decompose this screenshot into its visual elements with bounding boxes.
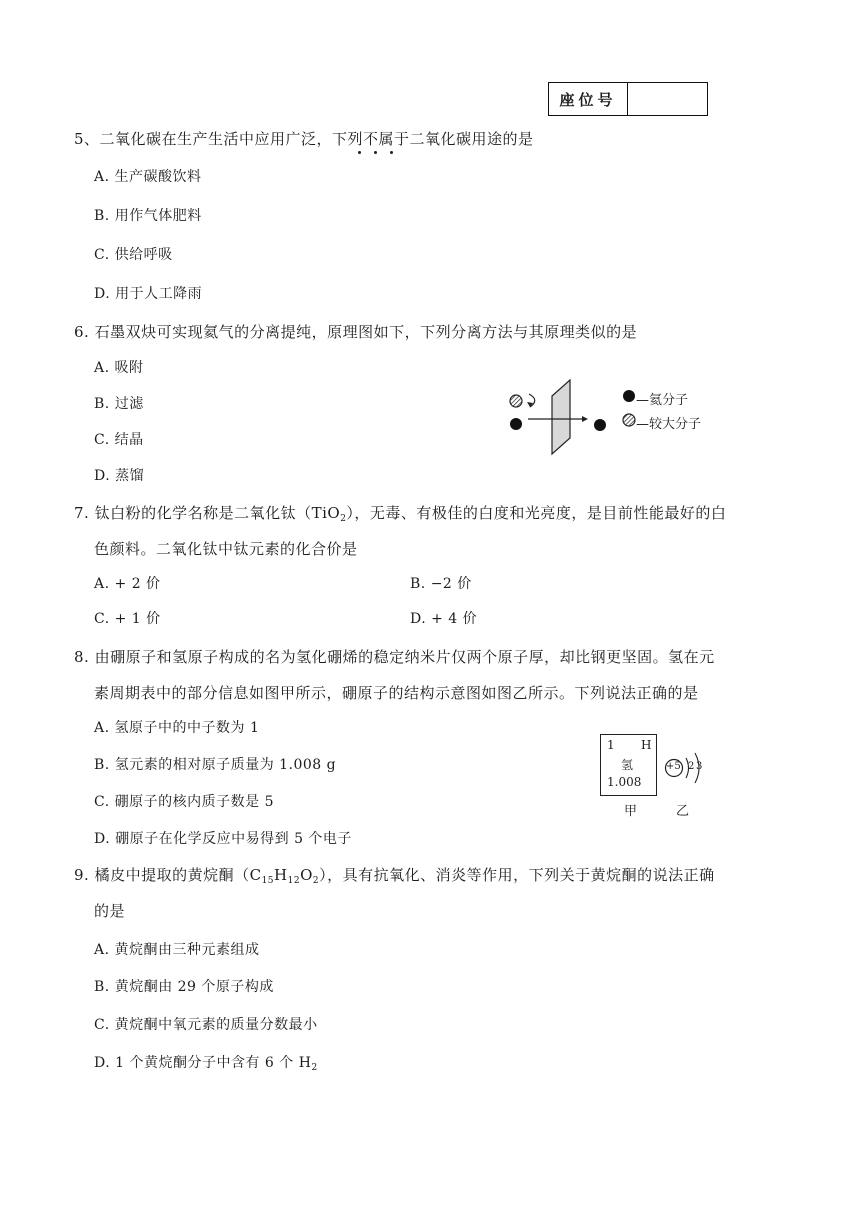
q6-option-a[interactable]: A. 吸附	[94, 360, 144, 376]
helium-molecule-icon	[594, 419, 606, 431]
seat-number-box	[548, 82, 708, 116]
q9-stem-line2: 的是	[94, 902, 126, 920]
atomic-number: 1	[607, 738, 615, 752]
q7-stem-line2: 色颜料。二氧化钛中钛元素的化合价是	[94, 540, 358, 558]
relative-atomic-mass: 1.008	[607, 775, 642, 789]
q7-option-d[interactable]: D. + 4 价	[410, 611, 478, 627]
q5-stem: 5、二氧化碳在生产生活中应用广泛，下列不属于二氧化碳用途的是	[74, 130, 534, 148]
q5-option-a[interactable]: A. 生产碳酸饮料	[94, 169, 202, 185]
graphdiyne-membrane	[552, 380, 570, 454]
legend-helium-icon	[621, 388, 637, 404]
q9-option-a[interactable]: A. 黄烷酮由三种元素组成	[94, 942, 260, 958]
q5-option-c[interactable]: C. 供给呼吸	[94, 247, 173, 263]
q5-option-d[interactable]: D. 用于人工降雨	[94, 286, 203, 302]
nucleus-charge: +5	[666, 761, 681, 772]
large-molecule-icon	[510, 395, 522, 407]
q8-option-a[interactable]: A. 氢原子中的中子数为 1	[94, 720, 260, 736]
separation-diagram	[500, 372, 630, 458]
helium-molecule-icon	[510, 418, 522, 430]
q7-stem-line1: 7. 钛白粉的化学名称是二氧化钛（TiO$_2$），无毒、有极佳的白度和光亮度，是目前性能最好的白	[74, 504, 727, 524]
q7-option-b[interactable]: B. −2 价	[410, 576, 472, 592]
q9-option-c[interactable]: C. 黄烷酮中氧元素的质量分数最小	[94, 1017, 318, 1033]
emphasis-dot	[358, 151, 361, 154]
shell1-electrons: 2	[688, 761, 695, 772]
q6-stem: 6. 石墨双炔可实现氦气的分离提纯，原理图如下，下列分离方法与其原理类似的是	[74, 323, 638, 341]
q7-option-c[interactable]: C. + 1 价	[94, 611, 161, 627]
seat-number-label: 座位号	[549, 83, 628, 115]
hydrogen-element-card	[600, 734, 657, 796]
q8-option-c[interactable]: C. 硼原子的核内质子数是 5	[94, 794, 274, 810]
q9-option-b[interactable]: B. 黄烷酮由 29 个原子构成	[94, 979, 274, 995]
q9-stem-line1: 9. 橘皮中提取的黄烷酮$(C_{15}H_{12}O_2)$，具有抗氧化、消炎等作用，下列关于黄烷酮的说法正确	[74, 866, 715, 886]
seat-number-field[interactable]	[628, 83, 707, 115]
legend-large-molecule-label: —较大分子	[636, 417, 702, 432]
q8-stem-line1: 8. 由硼原子和氢原子构成的名为氢化硼烯的稳定纳米片仅两个原子厚，却比钢更坚固。氢在元	[74, 648, 715, 666]
q7-option-a[interactable]: A. + 2 价	[94, 576, 161, 592]
legend-helium-label: —氦分子	[636, 393, 689, 408]
q9-option-d[interactable]: D. 1 个黄烷酮分子中含有 6 个 $H_2$	[94, 1055, 318, 1073]
shell2-electrons: 3	[696, 761, 703, 772]
q5-option-b[interactable]: B. 用作气体肥料	[94, 208, 202, 224]
q8-option-d[interactable]: D. 硼原子在化学反应中易得到 5 个电子	[94, 831, 352, 847]
q8-option-b[interactable]: B. 氢元素的相对原子质量为 1.008 g	[94, 757, 337, 773]
figure-caption-yi: 乙	[676, 804, 690, 819]
element-name: 氢	[621, 758, 634, 772]
element-symbol: H	[641, 738, 652, 752]
emphasis-dot	[390, 151, 393, 154]
legend-large-molecule-icon	[621, 412, 637, 428]
figure-caption-jia: 甲	[624, 804, 638, 819]
emphasis-dot	[374, 151, 377, 154]
q6-option-c[interactable]: C. 结晶	[94, 432, 144, 448]
q6-option-d[interactable]: D. 蒸馏	[94, 468, 145, 484]
q8-stem-line2: 素周期表中的部分信息如图甲所示，硼原子的结构示意图如图乙所示。下列说法正确的是	[94, 684, 699, 702]
q6-option-b[interactable]: B. 过滤	[94, 396, 144, 412]
